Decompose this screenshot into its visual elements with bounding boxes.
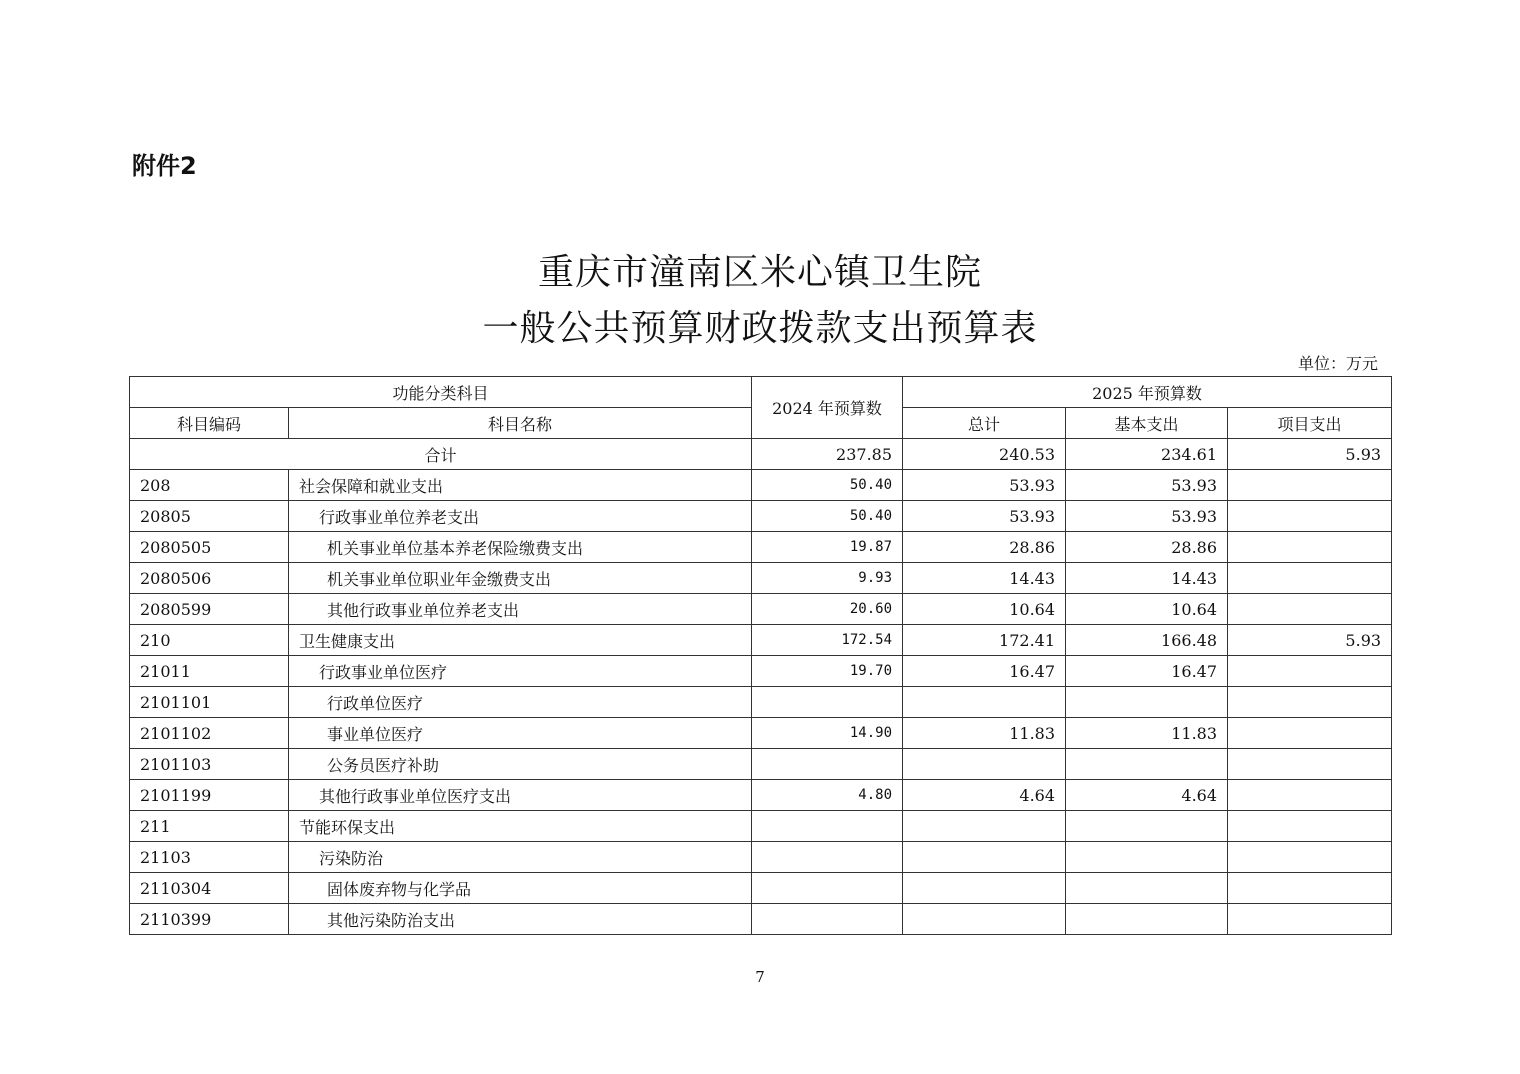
row-2025-project bbox=[1228, 904, 1392, 935]
row-2025-total bbox=[903, 873, 1066, 904]
row-name: 固体废弃物与化学品 bbox=[289, 873, 752, 904]
header-basic: 基本支出 bbox=[1066, 408, 1228, 439]
row-2025-project bbox=[1228, 594, 1392, 625]
row-code: 2101101 bbox=[130, 687, 289, 718]
row-2025-project bbox=[1228, 873, 1392, 904]
row-2025-basic: 166.48 bbox=[1066, 625, 1228, 656]
row-2024 bbox=[752, 687, 903, 718]
header-row-1 bbox=[130, 377, 1392, 408]
row-name: 节能环保支出 bbox=[289, 811, 752, 842]
row-2025-total: 14.43 bbox=[903, 563, 1066, 594]
row-name: 其他行政事业单位养老支出 bbox=[289, 594, 752, 625]
total-2025-project: 5.93 bbox=[1228, 439, 1392, 470]
header-name: 科目名称 bbox=[289, 408, 752, 439]
row-name: 污染防治 bbox=[289, 842, 752, 873]
row-2025-basic: 53.93 bbox=[1066, 501, 1228, 532]
table-row bbox=[130, 594, 1392, 625]
budget-table bbox=[129, 376, 1392, 935]
row-name: 公务员医疗补助 bbox=[289, 749, 752, 780]
row-name: 行政单位医疗 bbox=[289, 687, 752, 718]
header-func-class: 功能分类科目 bbox=[130, 377, 752, 408]
header-project: 项目支出 bbox=[1228, 408, 1392, 439]
row-2024 bbox=[752, 811, 903, 842]
row-2024 bbox=[752, 749, 903, 780]
unit-label: 单位：万元 bbox=[1297, 354, 1378, 373]
row-2025-basic: 16.47 bbox=[1066, 656, 1228, 687]
row-2025-project bbox=[1228, 470, 1392, 501]
row-2024 bbox=[752, 904, 903, 935]
row-2025-project bbox=[1228, 780, 1392, 811]
row-2025-basic bbox=[1066, 687, 1228, 718]
row-code: 2110304 bbox=[130, 873, 289, 904]
row-2025-total: 16.47 bbox=[903, 656, 1066, 687]
table-row bbox=[130, 873, 1392, 904]
row-code: 2101199 bbox=[130, 780, 289, 811]
row-name: 机关事业单位职业年金缴费支出 bbox=[289, 563, 752, 594]
header-code: 科目编码 bbox=[130, 408, 289, 439]
row-2024: 172.54 bbox=[752, 625, 903, 656]
row-2024: 20.60 bbox=[752, 594, 903, 625]
table-row bbox=[130, 687, 1392, 718]
row-2025-project: 5.93 bbox=[1228, 625, 1392, 656]
row-2024: 9.93 bbox=[752, 563, 903, 594]
table-row bbox=[130, 811, 1392, 842]
row-2025-project bbox=[1228, 687, 1392, 718]
total-row bbox=[130, 439, 1392, 470]
page-title-line1: 重庆市潼南区米心镇卫生院 bbox=[537, 252, 982, 293]
total-2024: 237.85 bbox=[752, 439, 903, 470]
row-2024 bbox=[752, 873, 903, 904]
row-2025-project bbox=[1228, 718, 1392, 749]
row-code: 21011 bbox=[130, 656, 289, 687]
row-2025-basic: 10.64 bbox=[1066, 594, 1228, 625]
row-2025-total bbox=[903, 904, 1066, 935]
row-2025-project bbox=[1228, 749, 1392, 780]
row-name: 社会保障和就业支出 bbox=[289, 470, 752, 501]
row-name: 行政事业单位医疗 bbox=[289, 656, 752, 687]
row-2025-total: 53.93 bbox=[903, 470, 1066, 501]
row-name: 其他行政事业单位医疗支出 bbox=[289, 780, 752, 811]
row-2024: 19.87 bbox=[752, 532, 903, 563]
row-2024: 50.40 bbox=[752, 501, 903, 532]
row-code: 208 bbox=[130, 470, 289, 501]
row-name: 其他污染防治支出 bbox=[289, 904, 752, 935]
row-code: 211 bbox=[130, 811, 289, 842]
row-code: 20805 bbox=[130, 501, 289, 532]
row-2025-total bbox=[903, 749, 1066, 780]
row-2025-basic: 14.43 bbox=[1066, 563, 1228, 594]
row-2025-basic bbox=[1066, 904, 1228, 935]
row-2025-basic: 11.83 bbox=[1066, 718, 1228, 749]
table-row bbox=[130, 563, 1392, 594]
page-title-line2: 一般公共预算财政拨款支出预算表 bbox=[482, 308, 1038, 349]
row-2025-project bbox=[1228, 532, 1392, 563]
row-code: 210 bbox=[130, 625, 289, 656]
row-code: 2101102 bbox=[130, 718, 289, 749]
row-2024: 19.70 bbox=[752, 656, 903, 687]
row-code: 2110399 bbox=[130, 904, 289, 935]
row-2025-total bbox=[903, 687, 1066, 718]
table-row bbox=[130, 780, 1392, 811]
row-2025-basic bbox=[1066, 842, 1228, 873]
row-2025-total bbox=[903, 842, 1066, 873]
header-2025: 2025 年预算数 bbox=[903, 377, 1392, 408]
row-code: 2080599 bbox=[130, 594, 289, 625]
table-row bbox=[130, 625, 1392, 656]
row-2025-project bbox=[1228, 811, 1392, 842]
row-2025-basic bbox=[1066, 811, 1228, 842]
row-name: 事业单位医疗 bbox=[289, 718, 752, 749]
row-2025-project bbox=[1228, 563, 1392, 594]
row-code: 2080505 bbox=[130, 532, 289, 563]
row-2025-basic: 4.64 bbox=[1066, 780, 1228, 811]
total-label: 合计 bbox=[130, 439, 752, 470]
row-2025-total: 10.64 bbox=[903, 594, 1066, 625]
row-2024: 4.80 bbox=[752, 780, 903, 811]
table-row bbox=[130, 470, 1392, 501]
row-2025-basic: 28.86 bbox=[1066, 532, 1228, 563]
row-name: 行政事业单位养老支出 bbox=[289, 501, 752, 532]
row-2025-basic bbox=[1066, 873, 1228, 904]
row-code: 2101103 bbox=[130, 749, 289, 780]
table-row bbox=[130, 749, 1392, 780]
table-row bbox=[130, 718, 1392, 749]
table-row bbox=[130, 904, 1392, 935]
table-row bbox=[130, 501, 1392, 532]
row-2024 bbox=[752, 842, 903, 873]
table-row bbox=[130, 532, 1392, 563]
row-2025-project bbox=[1228, 656, 1392, 687]
row-2025-basic: 53.93 bbox=[1066, 470, 1228, 501]
row-2025-total: 4.64 bbox=[903, 780, 1066, 811]
page-number: 7 bbox=[755, 968, 765, 986]
row-code: 2080506 bbox=[130, 563, 289, 594]
row-2025-total: 28.86 bbox=[903, 532, 1066, 563]
row-name: 卫生健康支出 bbox=[289, 625, 752, 656]
row-2025-total: 11.83 bbox=[903, 718, 1066, 749]
table-row bbox=[130, 842, 1392, 873]
table-row bbox=[130, 656, 1392, 687]
total-2025-basic: 234.61 bbox=[1066, 439, 1228, 470]
row-2025-project bbox=[1228, 501, 1392, 532]
total-2025-total: 240.53 bbox=[903, 439, 1066, 470]
row-name: 机关事业单位基本养老保险缴费支出 bbox=[289, 532, 752, 563]
row-2024: 50.40 bbox=[752, 470, 903, 501]
attachment-label: 附件2 bbox=[132, 152, 197, 180]
header-total: 总计 bbox=[903, 408, 1066, 439]
row-2025-total bbox=[903, 811, 1066, 842]
row-2025-project bbox=[1228, 842, 1392, 873]
row-2024: 14.90 bbox=[752, 718, 903, 749]
row-2025-basic bbox=[1066, 749, 1228, 780]
row-2025-total: 172.41 bbox=[903, 625, 1066, 656]
header-2024: 2024 年预算数 bbox=[752, 377, 903, 439]
row-code: 21103 bbox=[130, 842, 289, 873]
row-2025-total: 53.93 bbox=[903, 501, 1066, 532]
